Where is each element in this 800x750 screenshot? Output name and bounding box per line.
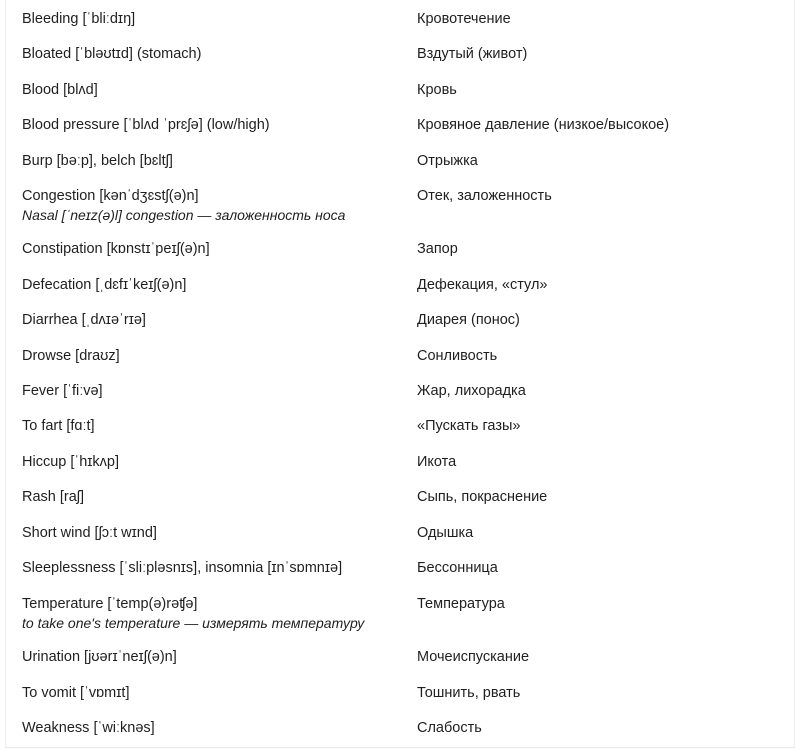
term-en-text: Blood [blʌd] [22, 82, 98, 98]
term-en-text: Rash [raʃ] [22, 489, 85, 505]
term-ru: «Пускать газы» [417, 418, 521, 434]
term-en-text: To fart [fɑːt] [22, 418, 95, 434]
glossary-table [5, 0, 795, 748]
term-ru: Жар, лихорадка [417, 383, 526, 399]
term-en-text: Drowse [draʊz] [22, 348, 120, 364]
table-row [6, 230, 794, 266]
term-ru: Мочеиспускание [417, 649, 530, 665]
term-en [6, 407, 401, 443]
table-row [6, 585, 794, 638]
table-row [6, 0, 794, 35]
table-row [6, 106, 794, 142]
term-en [6, 674, 401, 709]
term-en [6, 142, 401, 177]
term-en [6, 35, 401, 71]
term-en-text: Defecation [ˌdɛfɪˈkeɪʃ(ə)n] [22, 277, 187, 293]
term-ru: Тошнить, рвать [417, 685, 521, 701]
table-row [6, 301, 794, 337]
term-ru: Отек, заложенность [417, 188, 552, 204]
term-en [6, 478, 401, 514]
table-row [6, 514, 794, 549]
term-ru: Кровь [417, 82, 457, 98]
table-row [6, 142, 794, 177]
term-en-text: Congestion [kənˈdʒɛstʃ(ə)n] [22, 188, 199, 204]
term-en [6, 514, 401, 549]
term-ru: Отрыжка [417, 153, 478, 169]
term-ru: Температура [417, 596, 505, 612]
usage-example: to take one's temperature — измерять температуру [22, 615, 365, 631]
term-ru: Сыпь, покраснение [417, 489, 548, 505]
term-en-text: Weakness [ˈwiːknəs] [22, 720, 155, 736]
term-en-text: To vomit [ˈvɒmɪt] [22, 685, 130, 701]
term-en-text: Fever [ˈfiːvə] [22, 383, 103, 399]
term-ru: Дефекация, «стул» [417, 277, 548, 293]
table-row [6, 266, 794, 301]
term-en [6, 71, 401, 106]
term-en [6, 177, 401, 230]
term-en-text: Sleeplessness [ˈsliːpləsnɪs], insomnia [ɪnˈsɒmnɪə] [22, 560, 343, 576]
term-ru: Сонливость [417, 348, 498, 364]
term-en [6, 585, 401, 638]
term-en-text: Diarrhea [ˌdʌɪəˈrɪə] [22, 312, 146, 328]
table-row [6, 372, 794, 407]
term-en-text: Hiccup [ˈhɪkʌp] [22, 454, 120, 470]
table-row [6, 177, 794, 230]
table-row [6, 337, 794, 372]
term-en [6, 638, 401, 674]
term-en-text: Temperature [ˈtemp(ə)rəʧə] [22, 596, 198, 612]
table-row [6, 407, 794, 443]
term-en [6, 106, 401, 142]
term-en [6, 230, 401, 266]
term-en-text: Bleeding [ˈbliːdɪŋ] [22, 11, 136, 27]
term-en [6, 549, 401, 585]
term-en-text: Burp [bəːp], belch [bɛltʃ] [22, 153, 173, 169]
term-ru: Вздутый (живот) [417, 46, 528, 62]
term-ru: Кровотечение [417, 11, 511, 27]
term-en-text: Bloated [ˈbləʊtɪd] (stomach) [22, 46, 202, 62]
table-row [6, 709, 794, 745]
term-ru: Диарея (понос) [417, 312, 520, 328]
term-en [6, 372, 401, 407]
term-ru: Одышка [417, 525, 474, 541]
table-row [6, 35, 794, 71]
term-ru: Слабость [417, 720, 482, 736]
term-en [6, 301, 401, 337]
table-row [6, 549, 794, 585]
table-row [6, 443, 794, 478]
table-row [6, 71, 794, 106]
term-en [6, 0, 401, 35]
term-en-text: Short wind [ʃɔːt wɪnd] [22, 525, 157, 541]
term-ru: Запор [417, 241, 458, 257]
term-en [6, 709, 401, 745]
table-row [6, 674, 794, 709]
term-ru: Кровяное давление (низкое/высокое) [417, 117, 670, 133]
table-row [6, 638, 794, 674]
term-en-text: Constipation [kɒnstɪˈpeɪʃ(ə)n] [22, 241, 210, 257]
table-row [6, 478, 794, 514]
usage-example: Nasal [ˈneɪz(ə)l] congestion — заложенность носа [22, 207, 346, 223]
term-en-text: Urination [jʊərɪˈneɪʃ(ə)n] [22, 649, 177, 665]
term-en [6, 337, 401, 372]
term-en [6, 266, 401, 301]
term-ru: Бессонница [417, 560, 498, 576]
term-en-text: Blood pressure [ˈblʌd ˈprɛʃə] (low/high) [22, 117, 270, 133]
term-ru: Икота [417, 454, 457, 470]
term-en [6, 443, 401, 478]
